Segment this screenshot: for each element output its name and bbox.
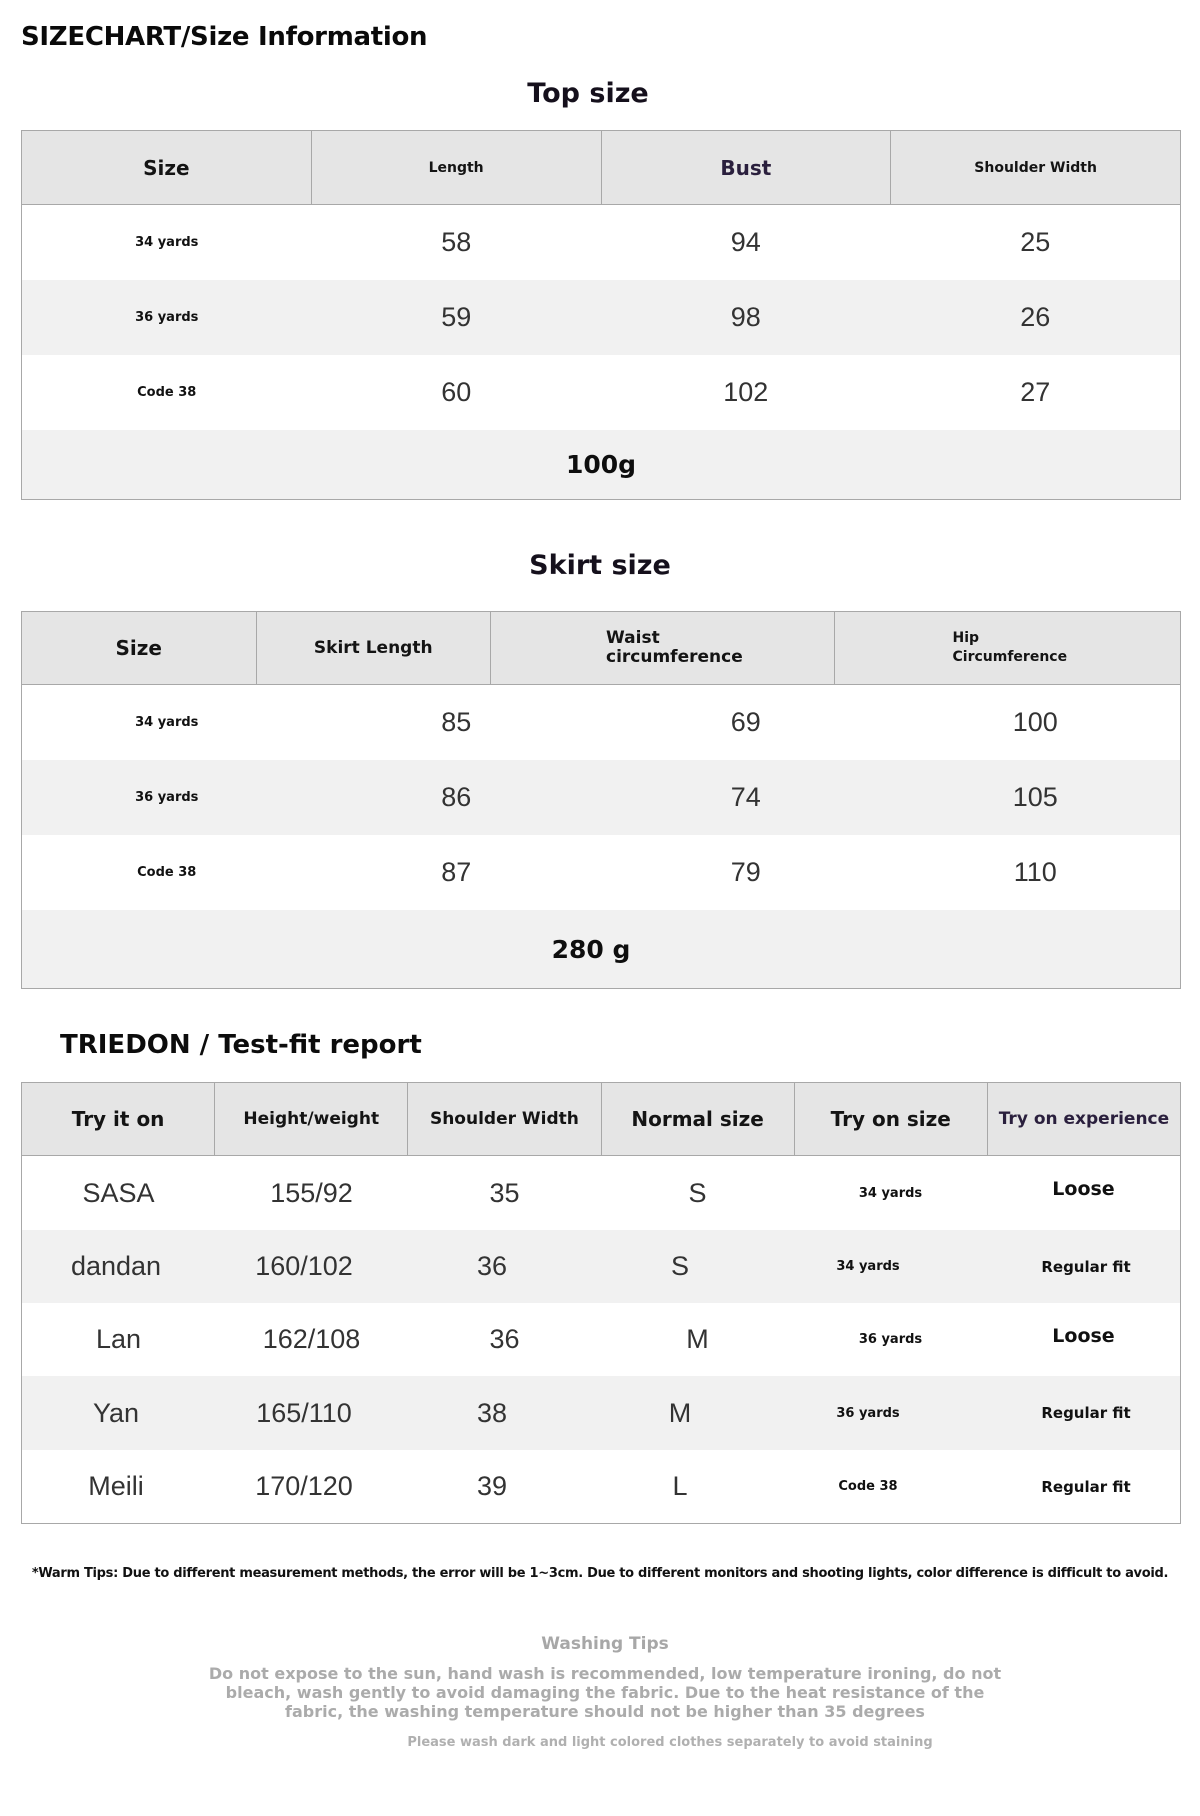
height-weight-value: 170/120 [255,1471,353,1501]
bust-value: 98 [730,302,761,332]
try-on-size-value: Code 38 [838,1479,898,1494]
washing-tips-note: Please wash dark and light colored clothes separately to avoid staining [407,1735,933,1750]
bust-value: 94 [730,227,761,257]
experience-value: Regular fit [1041,1477,1131,1496]
skirt-length-value: 85 [441,707,472,737]
height-weight-value: 155/92 [270,1177,353,1208]
table-row [22,280,1180,355]
header-try-on-experience: Try on experience [998,1109,1170,1129]
table-row [22,685,1180,760]
size-label: Code 38 [137,385,197,400]
experience-value: Loose [1052,1178,1115,1200]
hip-value: 105 [1012,782,1058,812]
hip-value: 100 [1012,707,1058,737]
height-weight-value: 162/108 [262,1324,361,1354]
warm-tips: *Warm Tips: Due to different measurement methods, the error will be 1~3cm. Due to different monitors and shooting lights, color difference is difficult to avoid. [31,1566,1169,1581]
table-row [22,835,1180,910]
tester-name: Lan [95,1324,142,1354]
top-size-table [21,130,1181,500]
waist-value: 69 [730,707,761,737]
size-label: 36 yards [135,790,199,805]
experience-value: Regular fit [1041,1404,1131,1422]
top-size-header-row [22,131,1180,205]
table-row [22,1156,1180,1230]
skirt-size-table [21,611,1181,989]
try-on-size-value: 34 yards [836,1259,900,1274]
tester-name: dandan [70,1251,162,1281]
table-row [22,1376,1180,1450]
size-label: 36 yards [135,310,199,325]
table-row [22,760,1180,835]
header-normal-size: Normal size [602,1083,795,1155]
normal-size-value: L [672,1471,688,1501]
fit-report-header-row [22,1083,1180,1156]
normal-size-value: M [668,1397,692,1428]
normal-size-value: S [670,1251,689,1281]
shoulder-value: 35 [489,1177,520,1208]
height-weight-value: 165/110 [256,1397,352,1428]
washing-tips-title: Washing Tips [541,1634,669,1654]
page-heading: SIZECHART/Size Information [21,22,428,52]
header-length: Length [312,131,602,204]
table-row [22,1230,1180,1303]
shoulder-value: 36 [489,1324,520,1354]
table-row [22,1303,1180,1376]
table-row [22,355,1180,430]
length-value: 58 [441,227,472,257]
shoulder-value: 36 [476,1251,508,1281]
hip-value: 110 [1013,857,1057,887]
fit-report-table [21,1082,1181,1524]
header-height-weight: Height/weight [215,1083,408,1155]
header-size: Size [22,612,257,684]
top-weight: 100g [565,450,637,479]
weight-row [22,430,1180,499]
try-on-size-value: 36 yards [858,1332,923,1347]
washing-tips-body: Do not expose to the sun, hand wash is recommended, low temperature ironing, do not bleach, wash gently to avoid damaging the fabric. Due to the heat resistance of the fabric, the washing temperature should not be higher than 35 degrees [208,1664,1002,1721]
skirt-size-title: Skirt size [529,550,671,581]
weight-row [22,910,1180,988]
experience-value: Loose [1052,1324,1115,1347]
skirt-weight: 280 g [551,934,631,964]
shoulder-value: 39 [476,1471,508,1501]
header-waist: Waist circumference [491,612,835,684]
header-shoulder-width: Shoulder Width [408,1083,601,1155]
tester-name: Yan [92,1397,140,1428]
waist-value: 74 [730,782,761,812]
shoulder-value: 38 [476,1397,508,1428]
header-skirt-length: Skirt Length [257,612,492,684]
header-try-on-size: Try on size [795,1083,988,1155]
size-label: 34 yards [135,235,199,250]
size-label: 34 yards [135,715,199,730]
table-row [22,1450,1180,1523]
tester-name: SASA [82,1177,155,1208]
tester-name: Meili [88,1471,144,1501]
header-size: Size [22,131,312,204]
skirt-size-header-row [22,612,1180,685]
length-value: 60 [441,377,472,407]
top-size-title: Top size [527,78,649,109]
normal-size-value: M [686,1324,709,1354]
header-shoulder-width: Shoulder Width [974,159,1097,176]
shoulder-value: 27 [1020,377,1051,407]
header-hip: Hip Circumference [952,630,1068,665]
try-on-size-value: 36 yards [836,1405,900,1421]
shoulder-value: 26 [1020,302,1051,332]
experience-value: Regular fit [1041,1257,1131,1276]
fit-report-title: TRIEDON / Test-fit report [60,1030,422,1060]
header-bust: Bust [602,131,892,204]
table-row [22,205,1180,280]
height-weight-value: 160/102 [255,1251,353,1281]
length-value: 59 [441,302,472,332]
try-on-size-value: 34 yards [858,1185,923,1201]
shoulder-value: 25 [1020,227,1051,257]
skirt-length-value: 86 [441,782,472,812]
normal-size-value: S [688,1177,707,1208]
header-try-it-on: Try it on [22,1083,215,1155]
bust-value: 102 [723,377,769,407]
size-label: Code 38 [137,865,197,880]
waist-value: 79 [730,857,761,887]
skirt-length-value: 87 [441,857,472,887]
